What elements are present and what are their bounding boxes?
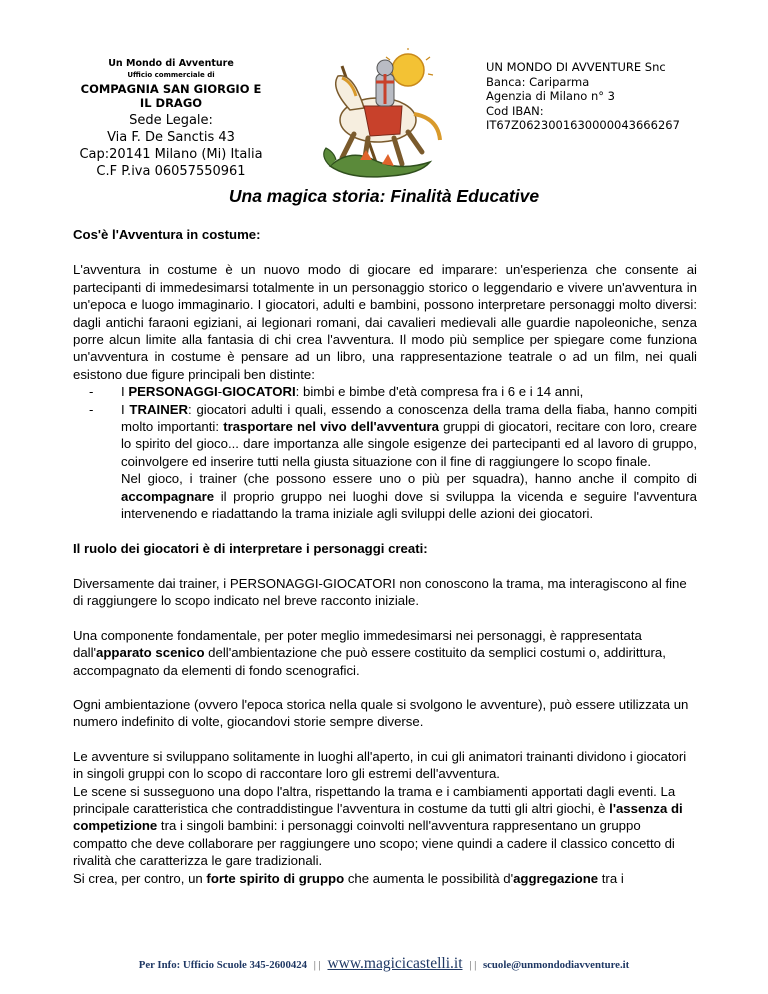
page-footer [0, 955, 768, 973]
website-link[interactable]: www.magicicastelli.it [327, 955, 463, 972]
bank-details: UN MONDO DI AVVENTURE Snc Banca: Cariparma Agenzia di Milano n° 3 Cod IBAN: IT67Z0623001630000043666267 [486, 60, 680, 132]
footer-info: Per Info: Ufficio Scuole 345-2600424 [138, 959, 308, 971]
bullet-list [73, 383, 697, 522]
st-george-dragon-logo [290, 48, 460, 183]
company-address: Sede Legale: Via F. De Sanctis 43 Cap:20141 Milano (Mi) Italia C.F P.iva 06057550961 [79, 113, 263, 179]
section-heading: Cos'è l'Avventura in costume: [73, 227, 261, 242]
list-item: - I PERSONAGGI-GIOCATORI: bimbi e bimbe d'età compresa fra i 6 e i 14 anni, [89, 384, 584, 400]
list-item: - I TRAINER: giocatori adulti i quali, essendo a conoscenza della trama della fiaba, hanno compiti molto importanti: trasportare nel vivo dell'avventura gruppi di giocatori, recitare con loro, creare lo spirito del gioco... dare importanza alle singole esigenze dei partecipanti ed al lavoro di gruppo, coinvolgere ed inserire tutti nella giusta situazione con il fine di raggiungere lo scopo finale. Nel gioco, i trainer (che possono essere uno o più per squadra), hanno anche il compito di accompagnare il proprio gruppo nei luoghi dove si sviluppa la vicenda e seguire l'avventura intervenendo e riadattando la trama iniziale agli sviluppi delle azioni dei giocatori. [89, 401, 697, 522]
company-name: COMPAGNIA SAN GIORGIO E IL DRAGO [80, 82, 262, 110]
list-item-continuation: Nel gioco, i trainer (che possono essere uno o più per squadra), hanno anche il compito di accompagnare il proprio gruppo nei luoghi dove si sviluppa la vicenda e seguire l'avventura intervenendo e riadattando la trama iniziale agli sviluppi delle azioni dei giocatori. [121, 471, 697, 522]
section-heading: Il ruolo dei giocatori è di interpretare i personaggi creati: [73, 540, 428, 556]
paragraph: Ogni ambientazione (ovvero l'epoca storica nella quale si svolgono le avventure), può essere utilizzata un numero indefinito di volte, giocandovi storie sempre diverse. [73, 696, 689, 730]
email-link[interactable]: scuole@unmondodiavventure.it [482, 959, 630, 971]
office-label: Ufficio commerciale di [127, 71, 215, 79]
footer-separator: | | [313, 959, 321, 971]
document-body [73, 226, 697, 904]
footer-separator: | | [469, 959, 477, 971]
paragraph: Una componente fondamentale, per poter meglio immedesimarsi nei personaggi, è rappresentata dall'apparato scenico dell'ambientazione che può essere costituito da semplici costumi o, addirittura, accompagnato da elementi di fondo scenografici. [73, 627, 666, 678]
paragraph: Le avventure si sviluppano solitamente in luoghi all'aperto, in cui gli animatori trainanti dividono i giocatori in singoli gruppi con lo scopo di raccontare loro gli estremi dell'avventura. Le scene si susseguono una dopo l'altra, rispettando la trama e i cambiamenti apportati dagli eventi. La principale caratteristica che contraddistingue l'avventura in costume da tutti gli altri giochi, è l'assenza di competizione tra i singoli bambini: i personaggi coinvolti nell'avventura rappresentano un gruppo compatto che deve collaborare per raggiungere uno scopo; viene quindi a cadere il classico concetto di rivalità che caratterizza le gare tradizionali. Si crea, per contro, un forte spirito di gruppo che aumenta le possibilità d'aggregazione tra i [73, 748, 687, 886]
brand-name: Un Mondo di Avventure [108, 58, 234, 69]
paragraph: Diversamente dai trainer, i PERSONAGGI-GIOCATORI non conoscono la trama, ma interagiscono al fine di raggiungere lo scopo indicato nel breve racconto iniziale. [73, 575, 687, 609]
company-header [62, 58, 280, 180]
intro-paragraph: L'avventura in costume è un nuovo modo di giocare ed imparare: un'esperienza che consente ai partecipanti di immedesimarsi totalmente in un personaggio storico o leggendario e vivere un'avventura in un'epoca e luogo immaginario. I giocatori, adulti e bambini, possono interpretare personaggi molto diversi: dagli antichi faraoni egiziani, ai legionari romani, dai cavalieri medievali alle guardie napoleoniche, senza porre alcun limite alla fantasia di chi crea l'avventura. Il modo più semplice per spiegare come funziona un'avventura in costume è pensare ad un libro, una rappresentazione teatrale o ad un film, nei quali esistono due figure principali ben distinte: [73, 262, 697, 382]
page-title: Una magica storia: Finalità Educative [228, 186, 540, 206]
